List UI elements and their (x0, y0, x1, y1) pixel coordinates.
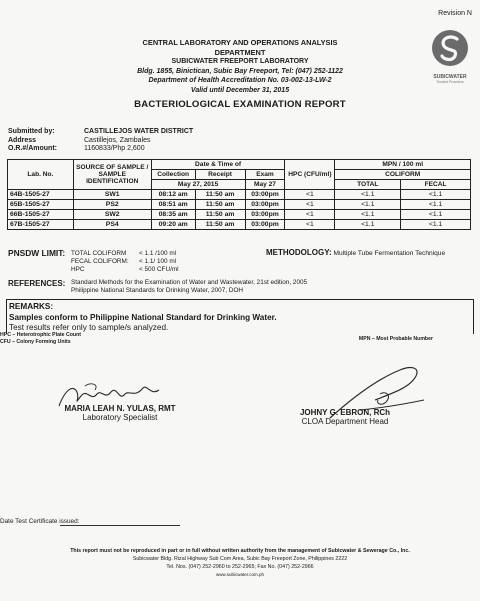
lab-header (0, 38, 480, 95)
hpc-limit-label: HPC (71, 266, 85, 273)
collection-cell: 08:51 am (151, 200, 195, 210)
footer-website: www.subicwater.com.ph (215, 572, 265, 577)
remark-conformity: Samples conform to Philippine National Standard for Drinking Water. (9, 313, 277, 322)
references-label: REFERENCES: (8, 279, 66, 288)
total-coliform-limit-value: < 1.1 /100 ml (139, 250, 177, 257)
date-certificate-issued-label: Date Test Certificate issued: (0, 518, 80, 525)
address-value: Castillejos, Zambales (84, 136, 151, 144)
hpc-limit (71, 266, 179, 273)
total-coliform-cell: <1.1 (335, 200, 401, 210)
total-coliform-limit (71, 250, 176, 257)
reference-2: Philippine National Standards for Drinking Water, 2007, DOH (71, 287, 244, 294)
exam-cell: 03:00pm (245, 190, 285, 200)
total-coliform-cell: <1.1 (335, 210, 401, 220)
source-cell: SW1 (73, 190, 151, 200)
submitted-by-label: Submitted by: (8, 128, 55, 135)
header-line-5: Department of Health Accreditation No. 03-002-13-LW-2 (148, 77, 332, 84)
logo-name: SUBICWATER (433, 74, 467, 80)
table-row (8, 220, 471, 230)
total-coliform-cell: <1.1 (335, 220, 401, 230)
header-total: TOTAL (335, 180, 401, 190)
total-coliform-limit-label: TOTAL COLIFORM (71, 250, 127, 257)
results-table (7, 159, 471, 230)
right-signatory-name: JOHNY G. EBRON, RCh (299, 408, 391, 417)
submitter-info (8, 128, 193, 154)
source-cell: PS4 (73, 220, 151, 230)
hpc-cell: <1 (285, 210, 335, 220)
left-signatory-name: MARIA LEAH N. YULAS, RMT (64, 404, 176, 413)
fecal-coliform-cell: <1.1 (401, 210, 471, 220)
footer-disclaimer: This report must not be reproduced in part or in full without written authority from the management of Subicwater & Sewerage Co., Inc. (70, 548, 410, 554)
reference-1: Standard Methods for the Examination of Water and Wastewater, 21st edition, 2005 (71, 279, 308, 286)
source-cell: PS2 (73, 200, 151, 210)
collection-cell: 08:35 am (151, 210, 195, 220)
header-line-2: DEPARTMENT (214, 47, 266, 57)
mpn-abbreviation: MPN – Most Probable Number (358, 336, 433, 342)
receipt-cell: 11:50 am (195, 190, 245, 200)
header-coliform: COLIFORM (335, 170, 471, 180)
header-mpn: MPN / 100 ml (335, 160, 471, 170)
hpc-cell: <1 (285, 200, 335, 210)
logo-emblem-icon (430, 28, 470, 68)
header-line-6: Valid until December 31, 2015 (190, 86, 290, 94)
or-amount-label: O.R.#/Amount: (8, 145, 57, 153)
hpc-abbreviation: HPC – Heterotrophic Plate Count (0, 332, 81, 338)
right-signatory-title: CLOA Department Head (301, 417, 389, 426)
table-row (8, 190, 471, 200)
hpc-cell: <1 (285, 190, 335, 200)
exam-cell: 03:00pm (245, 200, 285, 210)
report-title: BACTERIOLOGICAL EXAMINATION REPORT (134, 99, 346, 110)
lab-no-cell: 67B-1505-27 (8, 220, 74, 230)
cfu-abbreviation: CFU – Colony Forming Units (0, 339, 71, 345)
logo-tagline: Trusted Providers (436, 80, 464, 84)
remarks-label: REMARKS: (9, 302, 54, 311)
exam-cell: 03:00pm (245, 220, 285, 230)
total-coliform-cell: <1.1 (335, 190, 401, 200)
submitted-by-value: CASTILLEJOS WATER DISTRICT (84, 128, 194, 135)
table-row (8, 200, 471, 210)
lab-no-cell: 64B-1505-27 (8, 190, 74, 200)
references-list (71, 279, 307, 295)
header-date-time: Date & Time of (151, 160, 285, 170)
header-lab-no: Lab. No. (8, 160, 74, 190)
collection-cell: 09:20 am (151, 220, 195, 230)
hpc-cell: <1 (285, 220, 335, 230)
methodology-value: Multiple Tube Fermentation Technique (333, 250, 446, 257)
fecal-coliform-cell: <1.1 (401, 220, 471, 230)
header-line-3: SUBICWATER FREEPORT LABORATORY (171, 58, 309, 65)
remark-scope: Test results refer only to sample/s analyzed. (9, 323, 169, 332)
exam-cell: 03:00pm (245, 210, 285, 220)
fecal-coliform-limit-value: < 1.1/ 100 ml (139, 258, 177, 265)
address-label: Address (8, 136, 37, 144)
date-collection: May 27, 2015 (151, 180, 245, 190)
date-exam: May 27 (245, 180, 285, 190)
fecal-coliform-limit (71, 258, 176, 265)
table-row (8, 210, 471, 220)
receipt-cell: 11:50 am (195, 220, 245, 230)
hpc-limit-value: < 500 CFU/ml (139, 266, 179, 273)
header-source: SOURCE OF SAMPLE / SAMPLE IDENTIFICATION (73, 160, 151, 190)
fecal-coliform-cell: <1.1 (401, 200, 471, 210)
pnsdw-limit-label: PNSDW LIMIT: (8, 248, 66, 258)
footer-phone: Tel. Nos. (047) 252-2960 to 252-2965; Fax No. (047) 252-2966 (166, 564, 314, 570)
remarks-box (6, 299, 474, 334)
receipt-cell: 11:50 am (195, 200, 245, 210)
header-hpc: HPC (CFU/ml) (285, 160, 335, 190)
date-certificate-line (60, 525, 180, 526)
footer-address: Subicwater Bldg. Rizal Highway Sub Com Area, Subic Bay Freeport Zone, Philippines 2222 (132, 556, 348, 562)
header-fecal: FECAL (401, 180, 471, 190)
source-cell: SW2 (73, 210, 151, 220)
subicwater-logo (428, 28, 472, 88)
header-exam: Exam (245, 170, 285, 180)
header-receipt: Receipt (195, 170, 245, 180)
report-footer (0, 547, 480, 579)
left-signatory-title: Laboratory Specialist (82, 413, 158, 422)
header-line-4: Bldg. 1855, Binictican, Subic Bay Freeport, Tel: (047) 252-1122 (137, 67, 343, 75)
header-collection: Collection (151, 170, 195, 180)
collection-cell: 08:12 am (151, 190, 195, 200)
methodology-label: METHODOLOGY: (266, 248, 332, 257)
header-line-1: CENTRAL LABORATORY AND OPERATIONS ANALYSIS (142, 38, 338, 47)
lab-no-cell: 66B-1505-27 (8, 210, 74, 220)
abbreviation-notes (0, 332, 81, 346)
fecal-coliform-limit-label: FECAL COLIFORM: (71, 258, 129, 265)
left-signatory (40, 404, 200, 422)
right-signatory (270, 408, 420, 426)
or-amount-value: 1160833/Php 2,600 (84, 145, 145, 153)
receipt-cell: 11:50 am (195, 210, 245, 220)
fecal-coliform-cell: <1.1 (401, 190, 471, 200)
methodology (266, 248, 445, 257)
revision-label: Revision N (438, 10, 472, 17)
lab-no-cell: 65B-1505-27 (8, 200, 74, 210)
